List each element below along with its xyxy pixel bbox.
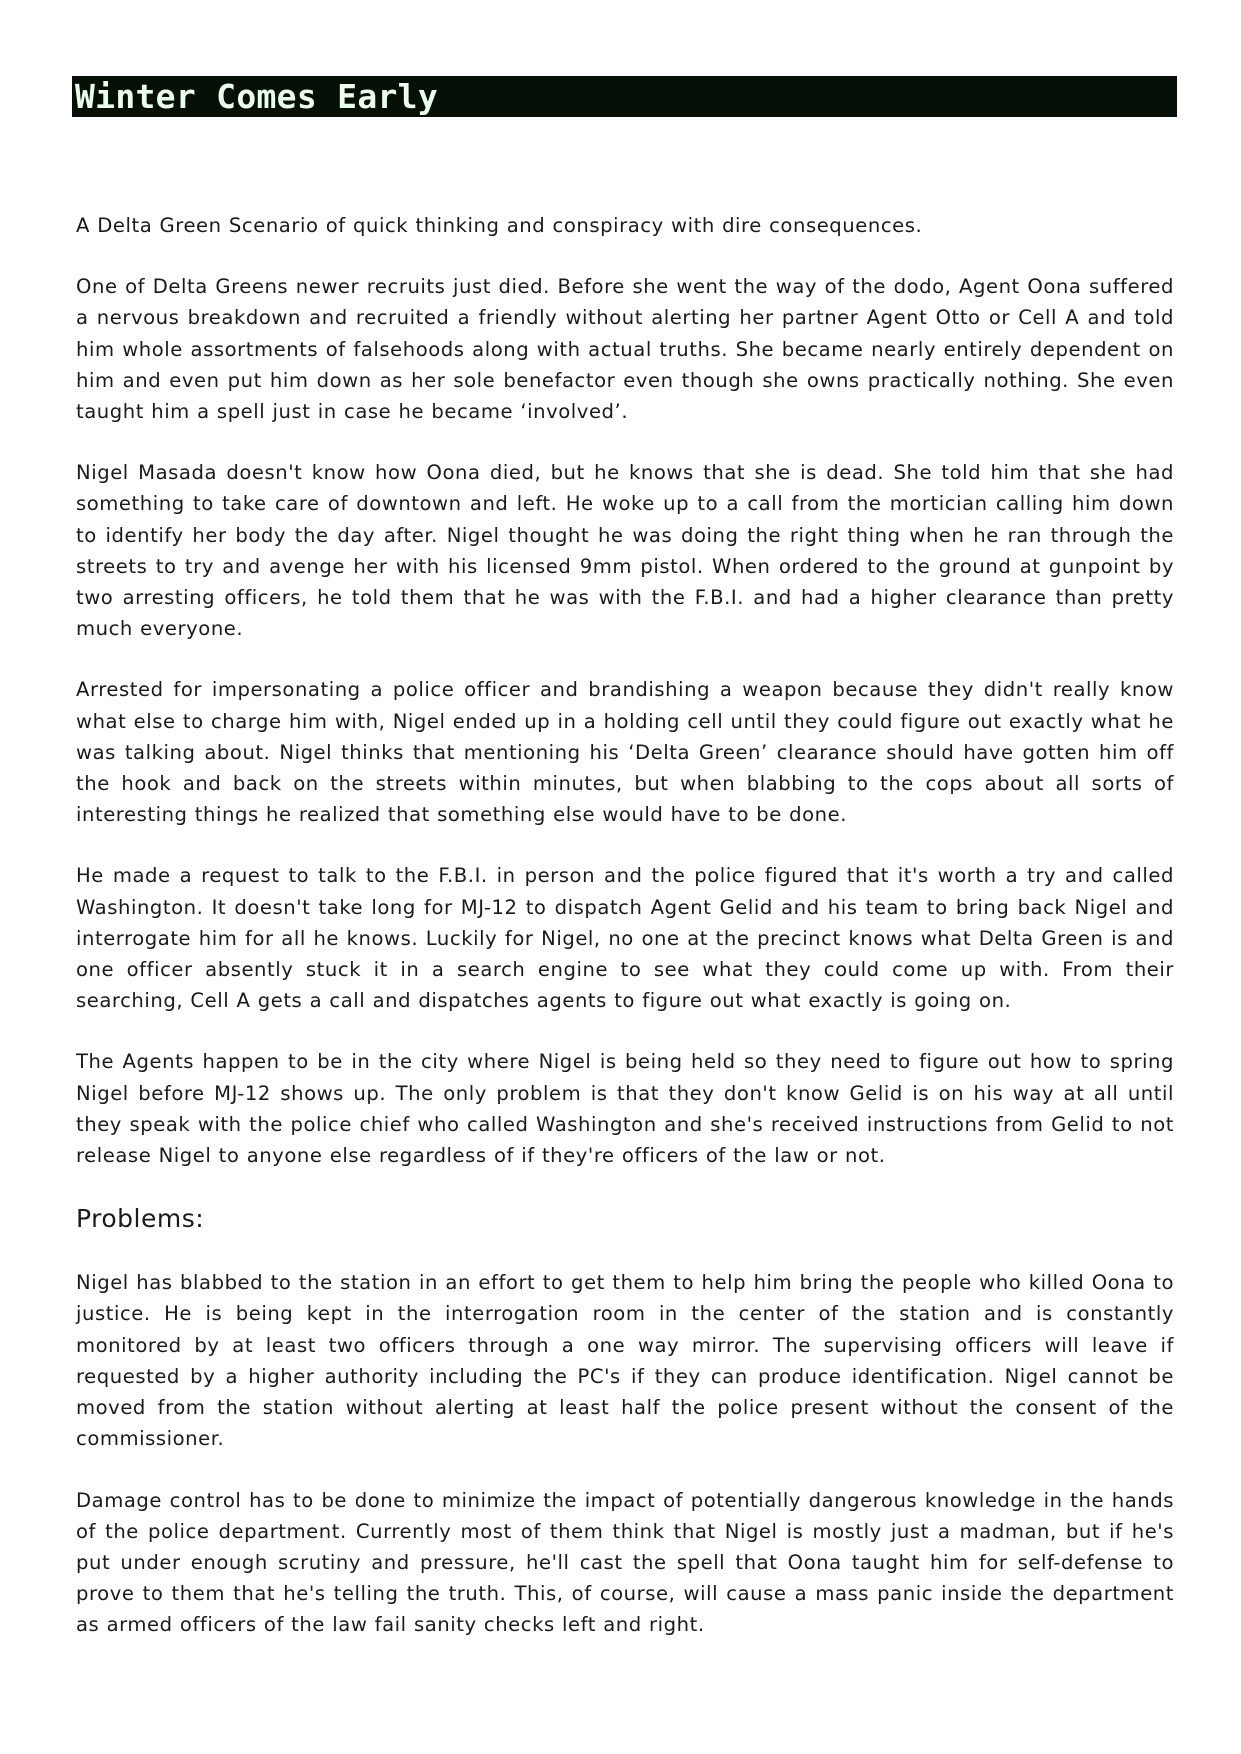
problem-paragraph: Damage control has to be done to minimize the impact of potentially dangerous knowledge in the hands of the police department. Currently most of them think that Nigel is mostly just a madman, but if he's put under enough scrutiny and pressure, he'll cast the spell that Oona taught him for self-defense to prove to them that he's telling the truth. This, of course, will cause a mass panic inside the department as armed officers of the law fail sanity checks left and right. [76, 1488, 1174, 1637]
document-title: Winter Comes Early [75, 77, 439, 116]
intro-paragraph: A Delta Green Scenario of quick thinking and conspiracy with dire consequences. [76, 214, 923, 237]
document-body [76, 210, 1174, 1671]
problem-paragraph: Nigel has blabbed to the station in an effort to get them to help him bring the people who killed Oona to justice. He is being kept in the interrogation room in the center of the station and is constantly monitored by at least two officers through a one way mirror. The supervising officers will leave if requested by a higher authority including the PC's if they can produce identification. Nigel cannot be moved from the station without alerting at least half the police present without the consent of the commissioner. [76, 1271, 1174, 1451]
title-bar [72, 76, 1177, 117]
background-paragraph: He made a request to talk to the F.B.I. in person and the police figured that it's worth a try and called Washington. It doesn't take long for MJ-12 to dispatch Agent Gelid and his team to bring back Nigel and interrogate him for all he knows. Luckily for Nigel, no one at the precinct knows what Delta Green is and one officer absently stuck it in a search engine to see what they could come up with. From their searching, Cell A gets a call and dispatches agents to figure out what exactly is going on. [76, 864, 1174, 1013]
background-paragraph: Arrested for impersonating a police officer and brandishing a weapon because they didn't really know what else to charge him with, Nigel ended up in a holding cell until they could figure out exactly what he was talking about. Nigel thinks that mentioning his ‘Delta Green’ clearance should have gotten him off the hook and back on the streets within minutes, but when blabbing to the cops about all sorts of interesting things he realized that something else would have to be done. [76, 678, 1174, 827]
problems-heading: Problems: [76, 1204, 205, 1234]
background-paragraph: Nigel Masada doesn't know how Oona died, but he knows that she is dead. She told him that she had something to take care of downtown and left. He woke up to a call from the mortician calling him down to identify her body the day after. Nigel thought he was doing the right thing when he ran through the streets to try and avenge her with his licensed 9mm pistol. When ordered to the ground at gunpoint by two arresting officers, he told them that he was with the F.B.I. and had a higher clearance than pretty much everyone. [76, 461, 1174, 641]
background-paragraph: One of Delta Greens newer recruits just died. Before she went the way of the dodo, Agent Oona suffered a nervous breakdown and recruited a friendly without alerting her partner Agent Otto or Cell A and told him whole assortments of falsehoods along with actual truths. She became nearly entirely dependent on him and even put him down as her sole benefactor even though she owns practically nothing. She even taught him a spell just in case he became ‘involved’. [76, 275, 1174, 424]
background-paragraph: The Agents happen to be in the city where Nigel is being held so they need to figure out how to spring Nigel before MJ-12 shows up. The only problem is that they don't know Gelid is on his way at all until they speak with the police chief who called Washington and she's received instructions from Gelid to not release Nigel to anyone else regardless of if they're officers of the law or not. [76, 1050, 1174, 1168]
